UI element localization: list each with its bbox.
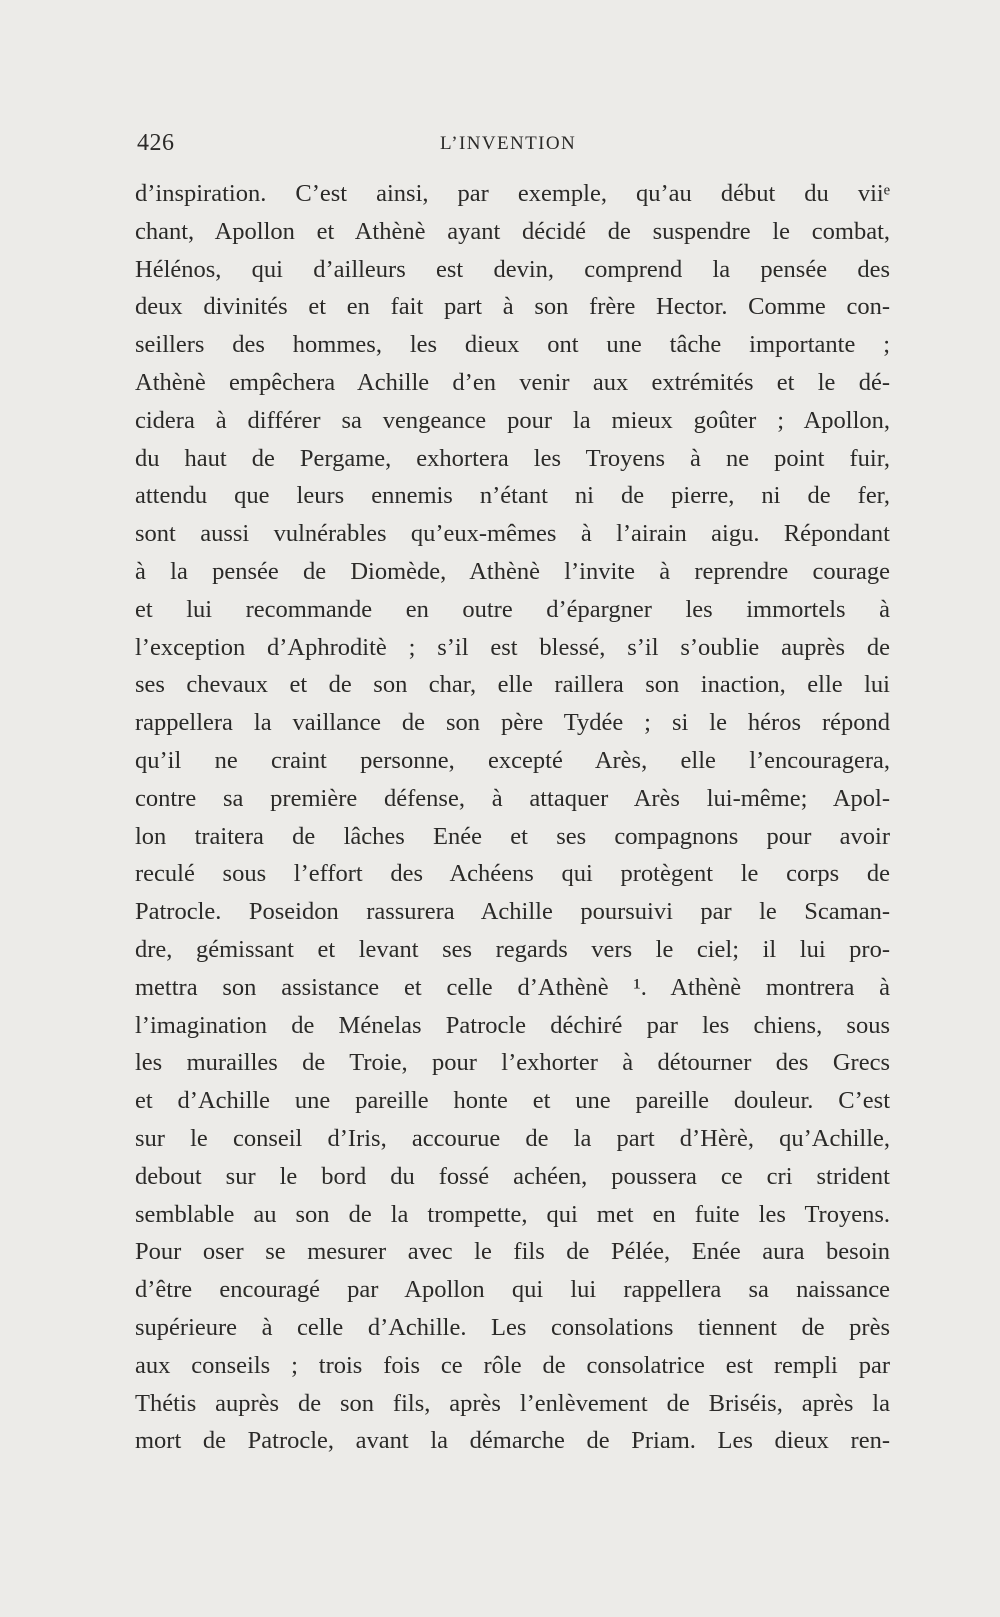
text-line: qu’il ne craint personne, excepté Arès, elle l’encouragera, xyxy=(135,746,890,774)
text-line: et lui recommande en outre d’épargner les immortels à xyxy=(135,595,890,623)
text-line: lon traitera de lâches Enée et ses compagnons pour avoir xyxy=(135,822,890,850)
text-line: Pour oser se mesurer avec le fils de Pélée, Enée aura besoin xyxy=(135,1238,890,1266)
text-line: mettra son assistance et celle d’Athènè ¹. Athènè montrera à xyxy=(135,973,890,1001)
text-line: d’inspiration. C’est ainsi, par exemple, qu’au début du viiᵉ xyxy=(135,180,890,207)
text-line: l’exception d’Aphroditè ; s’il est blessé, s’il s’oublie auprès de xyxy=(135,633,890,661)
text-line: mort de Patrocle, avant la démarche de Priam. Les dieux ren- xyxy=(135,1427,890,1455)
text-line: Athènè empêchera Achille d’en venir aux extrémités et le dé- xyxy=(135,368,890,396)
text-line: aux conseils ; trois fois ce rôle de consolatrice est rempli par xyxy=(135,1351,890,1379)
running-title: L’INVENTION xyxy=(440,133,577,154)
text-line: reculé sous l’effort des Achéens qui protègent le corps de xyxy=(135,860,890,888)
text-line: cidera à différer sa vengeance pour la mieux goûter ; Apollon, xyxy=(135,406,890,434)
text-line: Hélénos, qui d’ailleurs est devin, comprend la pensée des xyxy=(135,255,890,283)
running-head xyxy=(134,130,894,164)
text-line: l’imagination de Ménelas Patrocle déchiré par les chiens, sous xyxy=(135,1011,890,1039)
text-line: chant, Apollon et Athènè ayant décidé de suspendre le combat, xyxy=(135,217,890,245)
text-line: Patrocle. Poseidon rassurera Achille poursuivi par le Scaman- xyxy=(135,898,890,926)
text-line: contre sa première défense, à attaquer Arès lui-même; Apol- xyxy=(135,784,890,812)
text-line: et d’Achille une pareille honte et une pareille douleur. C’est xyxy=(135,1087,890,1115)
text-line: debout sur le bord du fossé achéen, poussera ce cri strident xyxy=(135,1162,890,1190)
text-line: deux divinités et en fait part à son frère Hector. Comme con- xyxy=(135,293,890,321)
text-line: rappellera la vaillance de son père Tydée ; si le héros répond xyxy=(135,709,890,737)
text-line: les murailles de Troie, pour l’exhorter à détourner des Grecs xyxy=(135,1049,890,1077)
text-line: semblable au son de la trompette, qui met en fuite les Troyens. xyxy=(135,1200,890,1228)
text-line: supérieure à celle d’Achille. Les consolations tiennent de près xyxy=(135,1313,890,1341)
text-line: d’être encouragé par Apollon qui lui rappellera sa naissance xyxy=(135,1276,890,1304)
text-line: à la pensée de Diomède, Athènè l’invite à reprendre courage xyxy=(135,557,890,585)
text-line: seillers des hommes, les dieux ont une tâche importante ; xyxy=(135,331,890,359)
text-line: attendu que leurs ennemis n’étant ni de pierre, ni de fer, xyxy=(135,482,890,510)
text-line: sont aussi vulnérables qu’eux-mêmes à l’airain aigu. Répondant xyxy=(135,520,890,548)
text-line: du haut de Pergame, exhortera les Troyens à ne point fuir, xyxy=(135,444,890,472)
body-text xyxy=(135,175,890,1460)
text-line: Thétis auprès de son fils, après l’enlèvement de Briséis, après la xyxy=(135,1389,890,1417)
text-line: ses chevaux et de son char, elle raillera son inaction, elle lui xyxy=(135,671,890,699)
text-line: sur le conseil d’Iris, accourue de la part d’Hèrè, qu’Achille, xyxy=(135,1124,890,1152)
page-number: 426 xyxy=(137,130,175,156)
text-line: dre, gémissant et levant ses regards vers le ciel; il lui pro- xyxy=(135,935,890,963)
